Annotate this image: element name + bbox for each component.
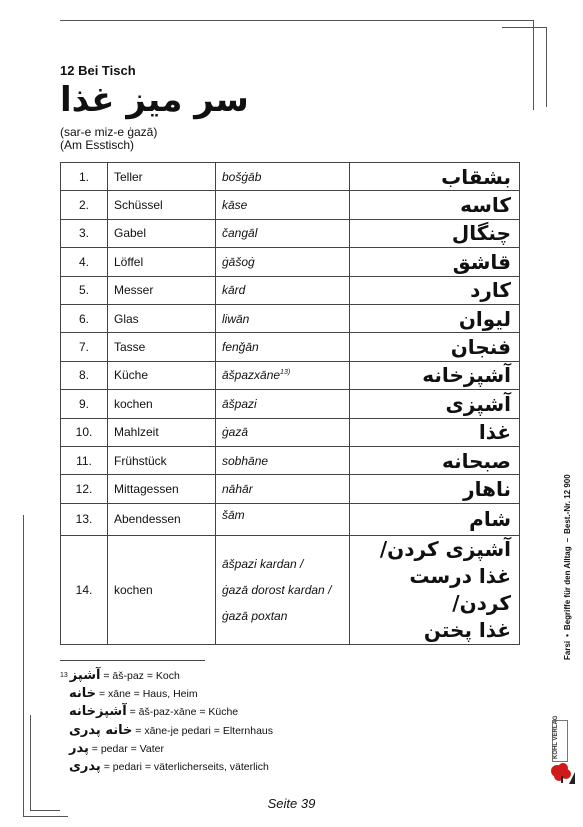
farsi-word: آشپزخانه bbox=[350, 361, 520, 389]
footnote-reference: 13) bbox=[280, 369, 291, 377]
table-row bbox=[61, 446, 520, 474]
transliteration-text: āšpazxāne bbox=[222, 368, 281, 383]
frame-line-right-inner bbox=[533, 20, 534, 110]
footnote-divider bbox=[60, 660, 205, 661]
transliteration bbox=[216, 418, 350, 446]
farsi-word bbox=[350, 536, 520, 645]
vocabulary-table bbox=[60, 162, 520, 645]
footnote-text: = xāne-je pedari = Elternhaus bbox=[135, 724, 274, 737]
row-number: 4. bbox=[61, 248, 108, 276]
farsi-line: آشپزی کردن/ bbox=[379, 537, 511, 562]
row-number: 3. bbox=[61, 219, 108, 247]
publisher-tree-logo bbox=[549, 762, 575, 784]
footnote-line bbox=[60, 722, 273, 740]
farsi-line: غذا درست کردن/ bbox=[409, 564, 511, 616]
footnote-text: = pedar = Vater bbox=[91, 742, 164, 755]
german-word: Frühstück bbox=[108, 446, 216, 474]
transliteration-text: nāhār bbox=[222, 481, 253, 496]
row-number: 7. bbox=[61, 333, 108, 361]
frame-line-right-outer bbox=[546, 27, 547, 107]
sidebar-product-info bbox=[563, 474, 572, 660]
row-number: 5. bbox=[61, 276, 108, 304]
table-row bbox=[61, 304, 520, 332]
lesson-heading: 12 Bei Tisch bbox=[60, 63, 136, 78]
sidebar-bullet: • bbox=[563, 634, 572, 637]
row-number: 11. bbox=[61, 446, 108, 474]
transliteration bbox=[216, 191, 350, 219]
farsi-word: لیوان bbox=[350, 304, 520, 332]
german-word: Küche bbox=[108, 361, 216, 389]
footnote-farsi: خانه bbox=[69, 686, 97, 702]
row-number: 12. bbox=[61, 475, 108, 503]
sidebar-subject: Farsi bbox=[563, 640, 572, 660]
german-word: Tasse bbox=[108, 333, 216, 361]
footnote-number: 13 bbox=[60, 672, 68, 679]
farsi-word: فنجان bbox=[350, 333, 520, 361]
transliteration bbox=[216, 390, 350, 418]
farsi-word: کاسه bbox=[350, 191, 520, 219]
footnote-text: = xāne = Haus, Heim bbox=[98, 688, 198, 701]
sidebar-order-number: Best.-Nr. 12 900 bbox=[563, 474, 572, 534]
transliteration bbox=[216, 361, 350, 389]
transliteration-line: āšpazi kardan / bbox=[222, 557, 304, 572]
row-number: 1. bbox=[61, 163, 108, 191]
row-number: 6. bbox=[61, 304, 108, 332]
row-number: 9. bbox=[61, 390, 108, 418]
footnote-line bbox=[60, 685, 273, 703]
table-row bbox=[61, 536, 520, 645]
publisher-mark bbox=[552, 715, 568, 762]
transliteration bbox=[216, 446, 350, 474]
farsi-word: شام bbox=[350, 503, 520, 535]
table-row bbox=[61, 503, 520, 535]
transliteration bbox=[216, 536, 350, 645]
transliteration-text: kāse bbox=[222, 198, 248, 213]
transliteration-text: āšpazi bbox=[222, 396, 257, 411]
german-word: Schüssel bbox=[108, 191, 216, 219]
row-number: 2. bbox=[61, 191, 108, 219]
footnote-farsi: آشپز bbox=[69, 668, 101, 683]
transliteration-text: liwān bbox=[222, 311, 250, 326]
transliteration-line: ġazā dorost kardan / bbox=[222, 583, 332, 598]
farsi-title: سر میز غذا bbox=[60, 80, 249, 120]
farsi-word: قاشق bbox=[350, 248, 520, 276]
title-german: (Am Esstisch) bbox=[60, 138, 135, 152]
frame-line-left-outer bbox=[23, 515, 24, 816]
footnote-line bbox=[60, 740, 273, 758]
transliteration bbox=[216, 163, 350, 191]
table-row bbox=[61, 361, 520, 389]
table-row bbox=[61, 475, 520, 503]
farsi-word: کارد bbox=[350, 276, 520, 304]
sidebar-topic: Begriffe für den Alltag bbox=[563, 546, 572, 631]
footnote-line bbox=[60, 758, 273, 776]
footnotes bbox=[60, 667, 273, 776]
german-word: Mahlzeit bbox=[108, 418, 216, 446]
row-number: 8. bbox=[61, 361, 108, 389]
title-transliteration: (sar-e miz-e ġazā) bbox=[60, 125, 158, 139]
table-row bbox=[61, 219, 520, 247]
transliteration-text: bošġāb bbox=[222, 169, 262, 184]
table-row bbox=[61, 191, 520, 219]
sidebar-dash: – bbox=[563, 537, 572, 543]
row-number: 13. bbox=[61, 503, 108, 535]
german-word: kochen bbox=[108, 536, 216, 645]
transliteration bbox=[216, 219, 350, 247]
table-row bbox=[61, 163, 520, 191]
transliteration-text: ġāšoġ bbox=[222, 254, 255, 269]
footnote-line bbox=[60, 703, 273, 721]
farsi-word: آشپزی bbox=[350, 390, 520, 418]
german-word: Löffel bbox=[108, 248, 216, 276]
farsi-word: غذا bbox=[350, 418, 520, 446]
row-number: 14. bbox=[61, 536, 108, 645]
footnote-text: = pedari = väterlicherseits, väterlich bbox=[103, 760, 269, 773]
transliteration-text: sobhāne bbox=[222, 453, 269, 468]
footnote-text: = āš-paz = Koch bbox=[103, 670, 180, 682]
table-row bbox=[61, 333, 520, 361]
transliteration bbox=[216, 304, 350, 332]
footnote-farsi: خانه پدری bbox=[69, 722, 133, 738]
transliteration bbox=[216, 276, 350, 304]
publisher-name: KOHL VERLAG bbox=[553, 715, 559, 759]
transliteration-text: fenǧān bbox=[222, 340, 259, 355]
farsi-line: غذا پختن bbox=[423, 618, 511, 643]
table-row bbox=[61, 418, 520, 446]
farsi-word: چنگال bbox=[350, 219, 520, 247]
frame-line-top bbox=[60, 20, 533, 21]
transliteration-text: ġazā bbox=[222, 425, 249, 440]
table-row bbox=[61, 276, 520, 304]
transliteration-text: kārd bbox=[222, 283, 246, 298]
transliteration-text: čangāl bbox=[222, 226, 258, 241]
transliteration bbox=[216, 475, 350, 503]
german-word: Abendessen bbox=[108, 503, 216, 535]
transliteration bbox=[216, 503, 350, 535]
transliteration bbox=[216, 248, 350, 276]
footnote-line bbox=[60, 667, 273, 685]
table-row bbox=[61, 390, 520, 418]
footnote-farsi: پدر bbox=[69, 740, 89, 756]
transliteration-text: šām bbox=[222, 507, 245, 522]
german-word: Glas bbox=[108, 304, 216, 332]
footnote-text: = āš-paz-xāne = Küche bbox=[129, 706, 239, 719]
transliteration-line: ġazā poxtan bbox=[222, 609, 288, 624]
german-word: Gabel bbox=[108, 219, 216, 247]
farsi-word: صبحانه bbox=[350, 446, 520, 474]
page-number: Seite 39 bbox=[267, 796, 316, 811]
table-row bbox=[61, 248, 520, 276]
farsi-word: بشقاب bbox=[350, 163, 520, 191]
frame-line-bottom-left-h bbox=[23, 816, 68, 817]
footnote-farsi: پدری bbox=[69, 758, 101, 774]
transliteration bbox=[216, 333, 350, 361]
german-word: Messer bbox=[108, 276, 216, 304]
row-number: 10. bbox=[61, 418, 108, 446]
frame-line-top-right-h bbox=[502, 27, 546, 28]
farsi-word: ناهار bbox=[350, 475, 520, 503]
footnote-farsi: آشپزخانه bbox=[69, 704, 127, 720]
german-word: Teller bbox=[108, 163, 216, 191]
german-word: kochen bbox=[108, 390, 216, 418]
german-word: Mittagessen bbox=[108, 475, 216, 503]
